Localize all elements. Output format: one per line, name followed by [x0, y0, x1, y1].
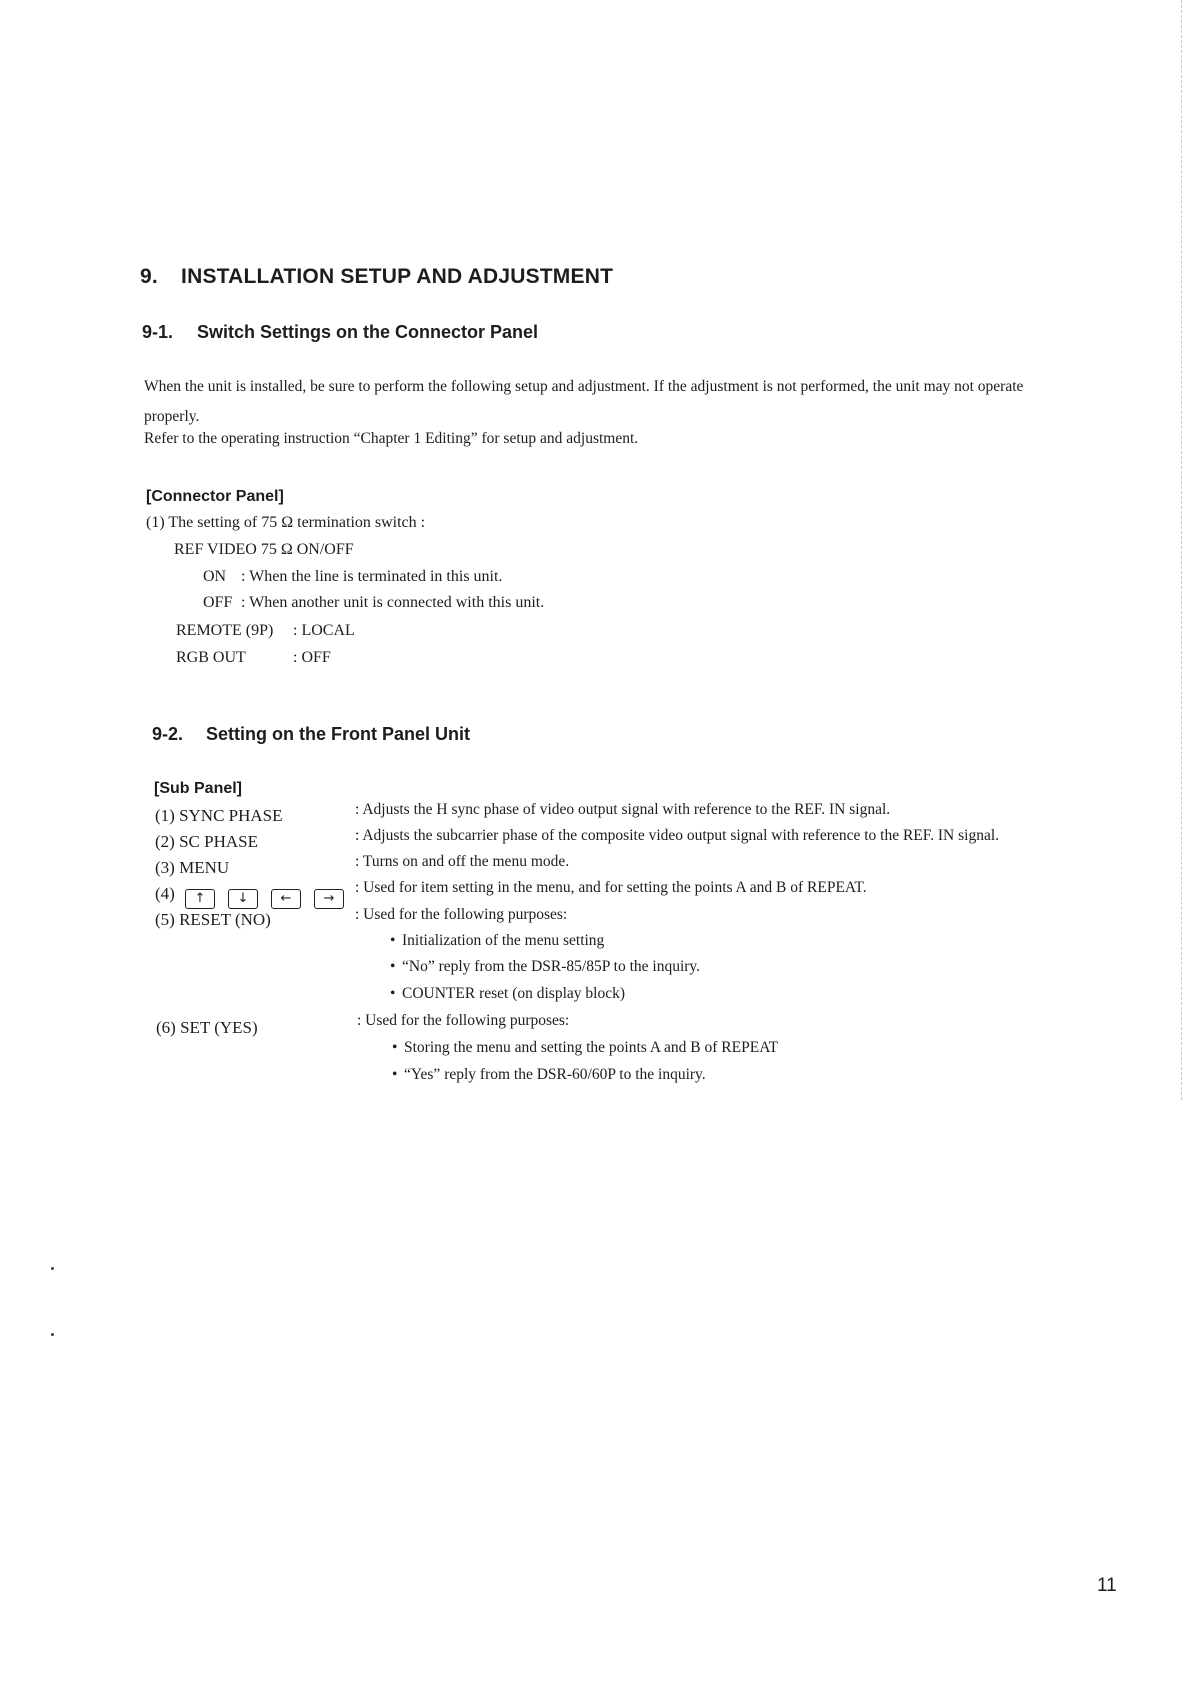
down-arrow-key-icon: ↓: [228, 889, 258, 909]
on-description: : When the line is terminated in this unit.: [241, 568, 503, 585]
item-sync-phase-label: (1) SYNC PHASE: [155, 806, 283, 825]
section-1-number: 9-1.: [142, 322, 174, 342]
intro-line-2: properly.: [144, 408, 200, 425]
scan-speck: [51, 1267, 54, 1270]
page-number: 11: [1097, 1575, 1117, 1596]
section-1-title: Switch Settings on the Connector Panel: [197, 322, 539, 342]
bullet-icon: •: [390, 985, 396, 1002]
section-2-heading: [152, 724, 470, 745]
chapter-heading: [140, 265, 613, 289]
bullet-icon: •: [390, 932, 396, 949]
section-2-title: Setting on the Front Panel Unit: [206, 724, 471, 744]
set-bullet-1: [392, 1039, 778, 1057]
connector-item-1: (1) The setting of 75 Ω termination switch :: [146, 514, 426, 531]
item-sync-phase-description: : Adjusts the H sync phase of video output signal with reference to the REF. IN signal.: [355, 801, 891, 818]
reset-bullet-1-text: Initialization of the menu setting: [402, 932, 605, 949]
item-reset-description: : Used for the following purposes:: [355, 906, 568, 923]
item-arrow-keys-label: [155, 884, 357, 909]
on-option: [203, 568, 502, 586]
intro-line-1: When the unit is installed, be sure to perform the following setup and adjustment. If the adjustment is not performed, the unit may not operate: [144, 378, 1024, 395]
remote-key: REMOTE (9P): [176, 622, 274, 639]
reset-bullet-2: [390, 958, 700, 976]
intro-line-3: Refer to the operating instruction “Chapter 1 Editing” for setup and adjustment.: [144, 430, 639, 447]
off-key: OFF: [203, 594, 233, 611]
connector-panel-heading: [Connector Panel]: [146, 488, 284, 505]
reset-bullet-3: [390, 985, 625, 1003]
chapter-title: INSTALLATION SETUP AND ADJUSTMENT: [181, 265, 614, 288]
item-set-label: (6) SET (YES): [156, 1018, 258, 1037]
set-bullet-1-text: Storing the menu and setting the points A and B of REPEAT: [404, 1039, 779, 1056]
item-arrow-keys-description: : Used for item setting in the menu, and for setting the points A and B of REPEAT.: [355, 879, 867, 896]
scan-edge-line: [1181, 0, 1183, 1100]
scan-speck: [51, 1333, 54, 1336]
set-bullet-2: [392, 1066, 706, 1084]
reset-bullet-3-text: COUNTER reset (on display block): [402, 985, 625, 1002]
item-reset-label: (5) RESET (NO): [155, 910, 271, 929]
section-1-heading: [142, 322, 538, 343]
up-arrow-key-icon: ↑: [185, 889, 215, 909]
item-sc-phase-label: (2) SC PHASE: [155, 832, 258, 851]
ref-video-setting: REF VIDEO 75 Ω ON/OFF: [174, 541, 354, 558]
item-sc-phase-description: : Adjusts the subcarrier phase of the composite video output signal with reference to the REF. IN signal.: [355, 827, 1000, 844]
bullet-icon: •: [392, 1039, 398, 1056]
reset-bullet-2-text: “No” reply from the DSR-85/85P to the inquiry.: [402, 958, 701, 975]
item-4-number: (4): [155, 884, 175, 903]
rgb-out-key: RGB OUT: [176, 649, 246, 666]
sub-panel-heading: [Sub Panel]: [154, 780, 243, 797]
item-menu-description: : Turns on and off the menu mode.: [355, 853, 570, 870]
reset-bullet-1: [390, 932, 604, 950]
remote-setting: [176, 622, 355, 640]
bullet-icon: •: [392, 1066, 398, 1083]
rgb-out-value: : OFF: [293, 649, 331, 666]
on-key: ON: [203, 568, 227, 585]
item-set-description: : Used for the following purposes:: [357, 1012, 570, 1029]
left-arrow-key-icon: ←: [271, 889, 301, 909]
chapter-number: 9.: [140, 265, 158, 288]
right-arrow-key-icon: →: [314, 889, 344, 909]
off-option: [203, 594, 544, 612]
set-bullet-2-text: “Yes” reply from the DSR-60/60P to the inquiry.: [404, 1066, 706, 1083]
bullet-icon: •: [390, 958, 396, 975]
item-menu-label: (3) MENU: [155, 858, 230, 877]
section-2-number: 9-2.: [152, 724, 184, 744]
remote-value: : LOCAL: [293, 622, 355, 639]
rgb-out-setting: [176, 649, 331, 667]
off-description: : When another unit is connected with this unit.: [241, 594, 545, 611]
